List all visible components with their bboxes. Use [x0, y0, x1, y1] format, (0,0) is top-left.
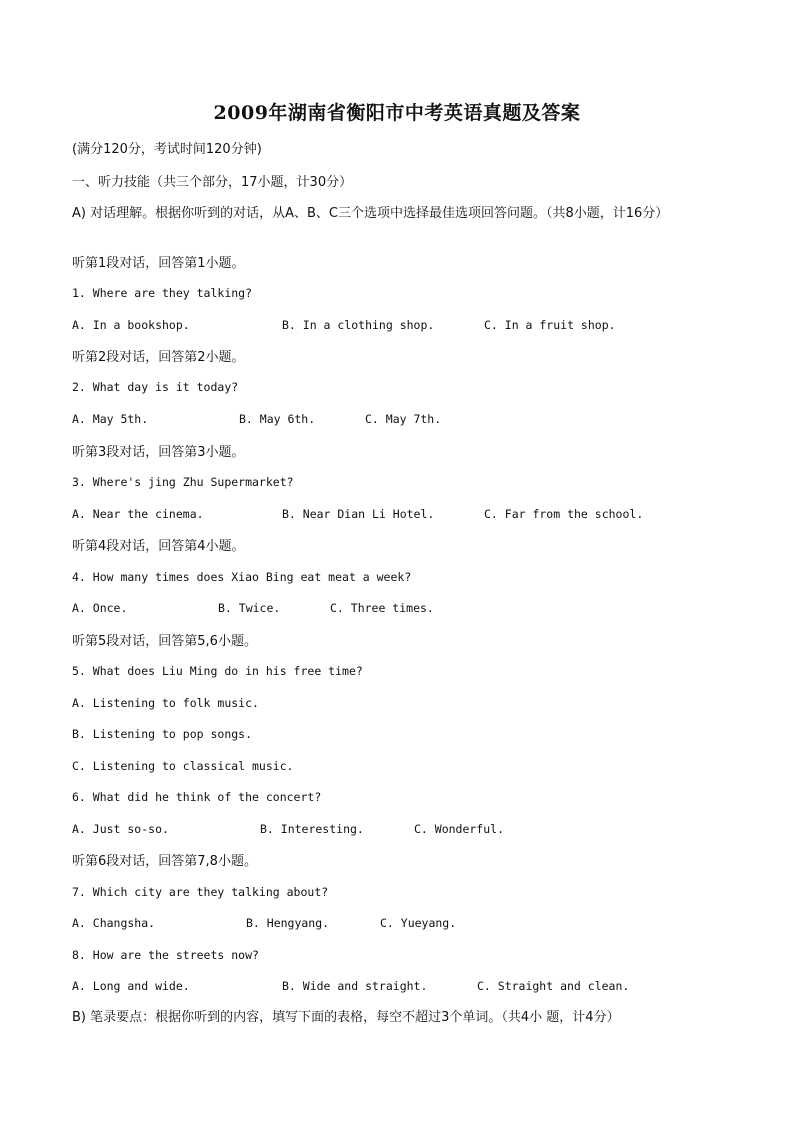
dialogue-instruction: 听第5段对话，回答第5,6小题。 [72, 634, 257, 649]
question-8: 8. How are the streets now? [72, 948, 259, 962]
q5-option-c: C. Listening to classical music. [72, 759, 294, 773]
q6-option-c: C. Wonderful. [414, 822, 505, 836]
q2-option-c: C. May 7th. [365, 412, 442, 426]
q3-option-c: C. Far from the school. [484, 507, 644, 521]
q7-option-a: A. Changsha. [72, 916, 156, 930]
question-3: 3. Where's jing Zhu Supermarket? [72, 475, 294, 489]
question-7: 7. Which city are they talking about? [72, 885, 329, 899]
q4-option-b: B. Twice. [218, 601, 281, 615]
dialogue-instruction: 听第6段对话，回答第7,8小题。 [72, 854, 257, 869]
q4-option-c: C. Three times. [330, 601, 434, 615]
q2-option-a: A. May 5th. [72, 412, 149, 426]
question-4: 4. How many times does Xiao Bing eat meat a week? [72, 570, 412, 584]
part-a-instruction: A) 对话理解。根据你听到的对话，从A、B、C三个选项中选择最佳选项回答问题。（共8小题，计16分） [72, 206, 669, 221]
q3-option-a: A. Near the cinema. [72, 507, 204, 521]
question-1: 1. Where are they talking? [72, 286, 253, 300]
exam-info: (满分120分，考试时间120分钟) [72, 142, 262, 157]
q5-option-b: B. Listening to pop songs. [72, 727, 253, 741]
q5-option-a: A. Listening to folk music. [72, 696, 259, 710]
dialogue-instruction: 听第4段对话，回答第4小题。 [72, 539, 245, 554]
question-2: 2. What day is it today? [72, 380, 239, 394]
q1-option-b: B. In a clothing shop. [282, 318, 435, 332]
q8-option-b: B. Wide and straight. [282, 979, 428, 993]
dialogue-instruction: 听第2段对话，回答第2小题。 [72, 350, 245, 365]
q8-option-a: A. Long and wide. [72, 979, 190, 993]
part-b-instruction: B) 笔录要点：根据你听到的内容，填写下面的表格，每空不超过3个单词。（共4小 题，计4分） [72, 1010, 620, 1025]
q2-option-b: B. May 6th. [239, 412, 316, 426]
q6-option-a: A. Just so-so. [72, 822, 169, 836]
q3-option-b: B. Near Dian Li Hotel. [282, 507, 435, 521]
dialogue-instruction: 听第1段对话，回答第1小题。 [72, 256, 245, 271]
page-title: 2009年湖南省衡阳市中考英语真题及答案 [213, 102, 581, 124]
q8-option-c: C. Straight and clean. [477, 979, 630, 993]
q6-option-b: B. Interesting. [260, 822, 364, 836]
q7-option-b: B. Hengyang. [246, 916, 330, 930]
section-heading: 一、听力技能（共三个部分，17小题，计30分） [72, 175, 353, 190]
question-5: 5. What does Liu Ming do in his free time? [72, 664, 363, 678]
q1-option-a: A. In a bookshop. [72, 318, 190, 332]
dialogue-instruction: 听第3段对话，回答第3小题。 [72, 445, 245, 460]
question-6: 6. What did he think of the concert? [72, 790, 322, 804]
q1-option-c: C. In a fruit shop. [484, 318, 616, 332]
q4-option-a: A. Once. [72, 601, 128, 615]
q7-option-c: C. Yueyang. [380, 916, 457, 930]
